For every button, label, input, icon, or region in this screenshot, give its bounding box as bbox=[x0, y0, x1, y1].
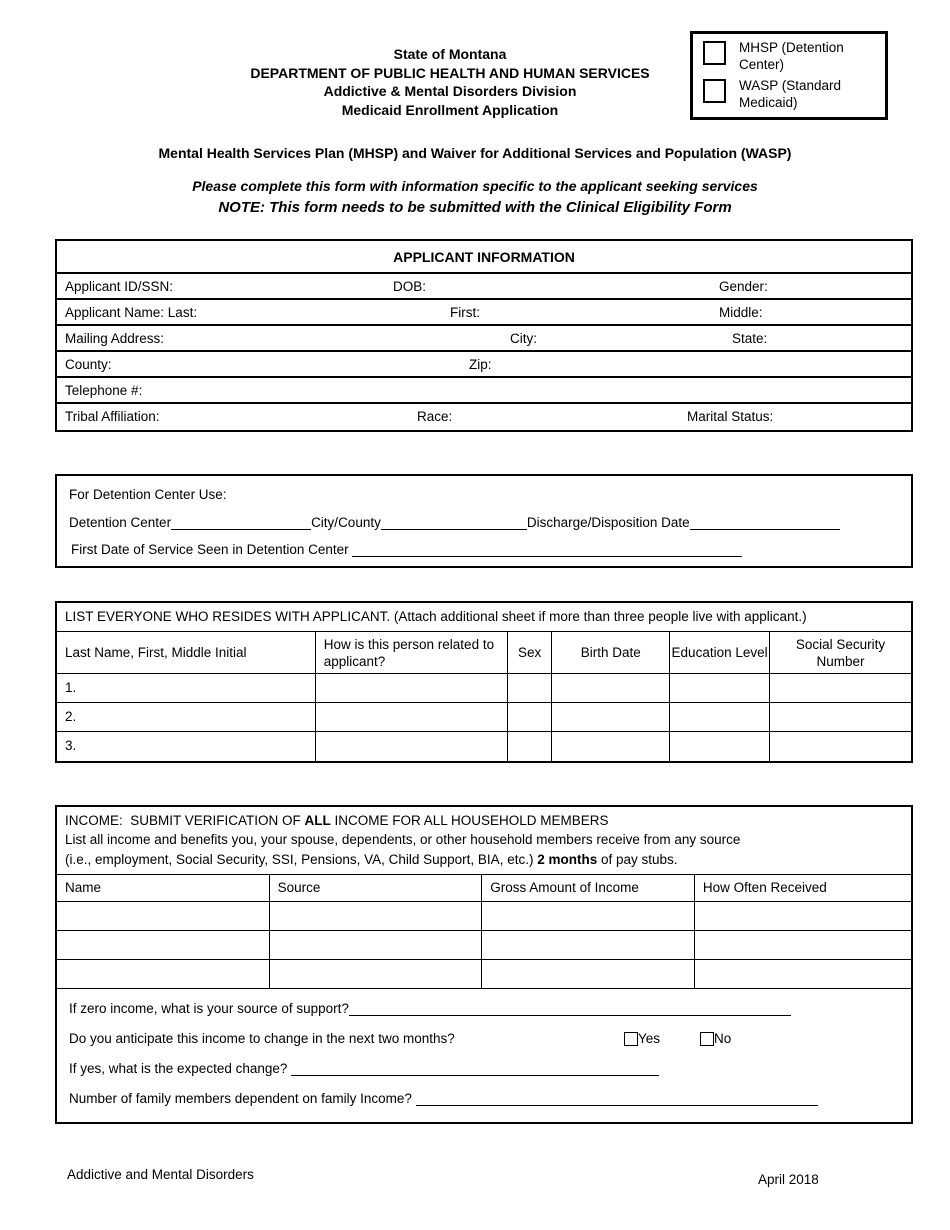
detention-use-title: For Detention Center Use: bbox=[69, 487, 227, 502]
col-header-gross-amount: Gross Amount of Income bbox=[482, 875, 695, 901]
row1-number-cell[interactable]: 1. bbox=[57, 674, 316, 702]
col-header-sex: Sex bbox=[508, 632, 552, 673]
discharge-date-label: Discharge/Disposition Date bbox=[526, 515, 690, 530]
applicant-information-header: APPLICANT INFORMATION bbox=[57, 241, 911, 274]
dependents-blank[interactable] bbox=[416, 1092, 818, 1106]
race-label: Race: bbox=[417, 409, 453, 424]
detention-center-blank[interactable] bbox=[171, 516, 311, 530]
household-caption bbox=[57, 603, 911, 632]
first-date-service-label: First Date of Service Seen in Detention Center bbox=[71, 542, 349, 557]
detention-center-box bbox=[55, 474, 913, 568]
yes-option[interactable] bbox=[624, 1024, 660, 1054]
program-option-wasp[interactable] bbox=[703, 78, 881, 111]
footer-date: April 2018 bbox=[758, 1172, 819, 1187]
no-label: No bbox=[714, 1030, 732, 1046]
state-label: State: bbox=[732, 331, 768, 346]
zip-label: Zip: bbox=[469, 357, 492, 372]
row2-number-cell[interactable]: 2. bbox=[57, 703, 316, 731]
county-label: County: bbox=[65, 357, 112, 372]
household-row-2 bbox=[57, 703, 911, 732]
plan-subtitle: Mental Health Services Plan (MHSP) and Waiver for Additional Services and Population (WASP) bbox=[158, 145, 792, 161]
state-title: State of Montana bbox=[393, 46, 507, 62]
applicant-information-table bbox=[55, 239, 913, 432]
income-caption-line3-post: of pay stubs. bbox=[597, 851, 678, 867]
income-row-3 bbox=[57, 960, 911, 989]
first-date-line bbox=[71, 542, 742, 557]
city-label: City: bbox=[510, 331, 537, 346]
col-header-birth-date: Birth Date bbox=[552, 632, 670, 673]
income-caption-line1-post: INCOME FOR ALL HOUSEHOLD MEMBERS bbox=[330, 813, 609, 828]
income-caption-line1-pre: INCOME: SUBMIT VERIFICATION OF bbox=[65, 813, 305, 828]
income-row2-source-cell[interactable] bbox=[270, 931, 483, 959]
city-county-label: City/County bbox=[311, 515, 381, 530]
mhsp-checkbox[interactable] bbox=[703, 41, 726, 65]
row1-ssn-cell[interactable] bbox=[770, 674, 911, 702]
col-header-last-name: Last Name, First, Middle Initial bbox=[57, 632, 316, 673]
col-header-education: Education Level bbox=[670, 632, 770, 673]
income-caption-line2: List all income and benefits you, your spouse, dependents, or other household members receive from any source bbox=[65, 832, 741, 848]
row-tribal-race-marital[interactable] bbox=[57, 404, 911, 430]
expected-change-blank[interactable] bbox=[291, 1062, 659, 1076]
row-mailing-address[interactable] bbox=[57, 326, 911, 352]
income-questions bbox=[57, 989, 911, 1122]
instruction-note: Please complete this form with information specific to the applicant seeking services bbox=[192, 178, 758, 194]
row-county-zip[interactable] bbox=[57, 352, 911, 378]
household-caption-note: (Attach additional sheet if more than three people live with applicant.) bbox=[390, 609, 807, 624]
row1-relation-cell[interactable] bbox=[316, 674, 508, 702]
marital-status-label: Marital Status: bbox=[687, 409, 774, 424]
question-zero-income bbox=[69, 994, 911, 1024]
income-row2-name-cell[interactable] bbox=[57, 931, 270, 959]
income-caption-line3-bold: 2 months bbox=[537, 851, 598, 867]
anticipate-change-label: Do you anticipate this income to change in the next two months? bbox=[69, 1030, 455, 1046]
department-title: DEPARTMENT OF PUBLIC HEALTH AND HUMAN SERVICES bbox=[250, 64, 650, 81]
household-column-headers bbox=[57, 632, 911, 674]
row3-number-cell[interactable]: 3. bbox=[57, 732, 316, 761]
income-table bbox=[55, 805, 913, 1124]
detention-line bbox=[69, 515, 840, 530]
household-row-1 bbox=[57, 674, 911, 703]
household-members-table bbox=[55, 601, 913, 763]
row-telephone[interactable] bbox=[57, 378, 911, 404]
middle-name-label: Middle: bbox=[719, 305, 763, 320]
income-row3-source-cell[interactable] bbox=[270, 960, 483, 988]
row3-relation-cell[interactable] bbox=[316, 732, 508, 761]
no-checkbox[interactable] bbox=[700, 1032, 714, 1046]
col-header-income-name: Name bbox=[57, 875, 270, 901]
discharge-date-blank[interactable] bbox=[690, 516, 840, 530]
dependents-label: Number of family members dependent on family Income? bbox=[69, 1090, 416, 1106]
zero-income-label: If zero income, what is your source of support? bbox=[69, 1000, 349, 1016]
row2-birth-date-cell[interactable] bbox=[552, 703, 670, 731]
zero-income-blank[interactable] bbox=[349, 1002, 791, 1016]
applicant-id-ssn-label: Applicant ID/SSN: bbox=[65, 279, 174, 294]
row1-education-cell[interactable] bbox=[670, 674, 770, 702]
detention-center-label: Detention Center bbox=[69, 515, 172, 530]
row1-sex-cell[interactable] bbox=[508, 674, 552, 702]
row3-sex-cell[interactable] bbox=[508, 732, 552, 761]
col-header-how-often: How Often Received bbox=[702, 879, 827, 895]
telephone-label: Telephone #: bbox=[65, 383, 143, 398]
program-option-mhsp[interactable] bbox=[703, 40, 881, 73]
income-caption bbox=[57, 807, 911, 875]
mhsp-label: MHSP (Detention Center) bbox=[739, 40, 844, 72]
program-type-box bbox=[690, 31, 888, 120]
household-row-3 bbox=[57, 732, 911, 761]
income-row1-gross-cell[interactable] bbox=[482, 902, 695, 930]
submission-note: NOTE: This form needs to be submitted with the Clinical Eligibility Form bbox=[218, 199, 732, 216]
household-caption-main: LIST EVERYONE WHO RESIDES WITH APPLICANT. bbox=[65, 609, 391, 624]
question-anticipate-change bbox=[69, 1024, 911, 1054]
income-row-2 bbox=[57, 931, 911, 960]
row2-relation-cell[interactable] bbox=[316, 703, 508, 731]
last-name-label: Applicant Name: Last: bbox=[65, 305, 198, 320]
income-row3-name-cell[interactable] bbox=[57, 960, 270, 988]
income-row3-gross-cell[interactable] bbox=[482, 960, 695, 988]
expected-change-label: If yes, what is the expected change? bbox=[69, 1060, 292, 1076]
row-applicant-name[interactable] bbox=[57, 300, 911, 326]
dob-label: DOB: bbox=[393, 279, 427, 294]
tribal-affiliation-label: Tribal Affiliation: bbox=[65, 409, 160, 424]
col-header-ssn: Social Security Number bbox=[795, 636, 886, 669]
income-row2-gross-cell[interactable] bbox=[482, 931, 695, 959]
wasp-label: WASP (Standard Medicaid) bbox=[739, 78, 842, 110]
income-row3-often-cell[interactable] bbox=[695, 960, 911, 988]
gender-label: Gender: bbox=[719, 279, 768, 294]
row3-birth-date-cell[interactable] bbox=[552, 732, 670, 761]
row-id-dob-gender[interactable] bbox=[57, 274, 911, 300]
row2-sex-cell[interactable] bbox=[508, 703, 552, 731]
mailing-address-label: Mailing Address: bbox=[65, 331, 165, 346]
row2-education-cell[interactable] bbox=[670, 703, 770, 731]
first-date-service-blank[interactable] bbox=[352, 543, 742, 557]
yes-label: Yes bbox=[638, 1030, 661, 1046]
income-caption-line3-pre: (i.e., employment, Social Security, SSI, Pensions, VA, Child Support, BIA, etc.) bbox=[65, 851, 538, 867]
col-header-relation: How is this person related to applicant? bbox=[316, 632, 508, 673]
row1-birth-date-cell[interactable] bbox=[552, 674, 670, 702]
city-county-blank[interactable] bbox=[381, 516, 527, 530]
division-title: Addictive & Mental Disorders Division bbox=[323, 83, 577, 99]
row2-ssn-cell[interactable] bbox=[770, 703, 911, 731]
question-expected-change bbox=[69, 1054, 911, 1084]
income-row1-source-cell[interactable] bbox=[270, 902, 483, 930]
wasp-checkbox[interactable] bbox=[703, 79, 726, 103]
col-header-source: Source bbox=[270, 875, 483, 901]
yes-checkbox[interactable] bbox=[624, 1032, 638, 1046]
no-option[interactable] bbox=[700, 1024, 731, 1054]
footer-division-name: Addictive and Mental Disorders bbox=[67, 1167, 254, 1182]
first-name-label: First: bbox=[450, 305, 480, 320]
income-caption-line1-bold: ALL bbox=[304, 813, 331, 828]
income-row1-name-cell[interactable] bbox=[57, 902, 270, 930]
row3-education-cell[interactable] bbox=[670, 732, 770, 761]
income-column-headers bbox=[57, 875, 911, 902]
application-title: Medicaid Enrollment Application bbox=[341, 101, 559, 118]
income-row1-often-cell[interactable] bbox=[695, 902, 911, 930]
income-row2-often-cell[interactable] bbox=[695, 931, 911, 959]
row3-ssn-cell[interactable] bbox=[770, 732, 911, 761]
question-dependents bbox=[69, 1084, 911, 1114]
income-row-1 bbox=[57, 902, 911, 931]
